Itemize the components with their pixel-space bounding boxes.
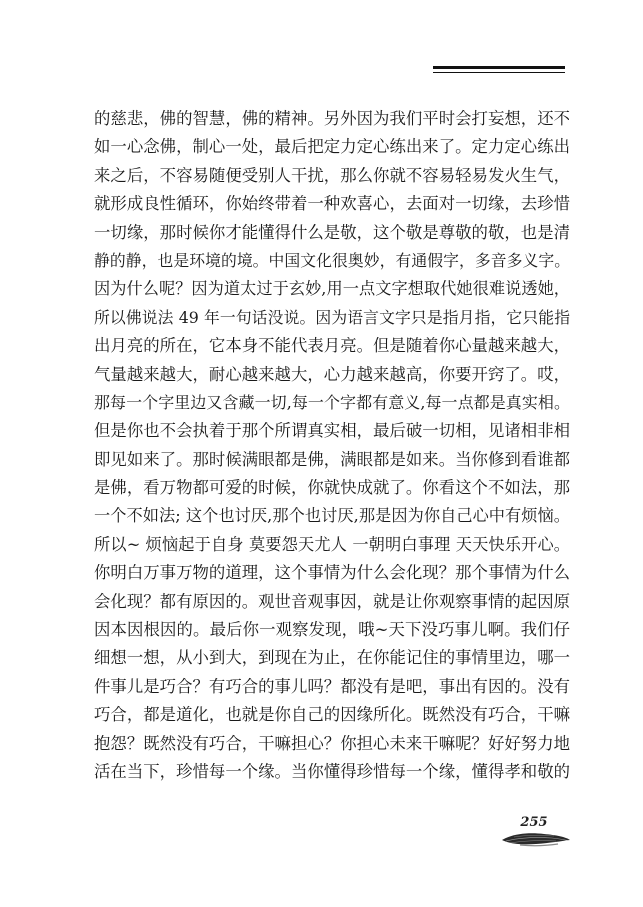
text-line: 活在当下，珍惜每一个缘。当你懂得珍惜每一个缘，懂得孝和敬的: [94, 761, 570, 781]
text-line: 所以佛说法 49 年一句话没说。因为语言文字只是指月指，它只能指: [94, 307, 570, 327]
header-rule-thick: [433, 66, 565, 69]
text-line: 抱怨？既然没有巧合，干嘛担心？你担心未来干嘛呢？好好努力地: [94, 733, 570, 753]
text-line: 来之后，不容易随便受别人干扰，那么你就不容易轻易发火生气，: [94, 165, 570, 185]
text-line: 但是你也不会执着于那个所谓真实相，最后破一切相，见诸相非相: [94, 421, 570, 441]
text-line: 所以~ 烦恼起于自身 莫要怨天尤人 一朝明白事理 天天快乐开心。: [94, 534, 570, 554]
text-line: 因本因根因的。最后你一观察发现，哦~天下没巧事儿啊。我们仔: [94, 620, 570, 640]
text-line: 件事儿是巧合？有巧合的事儿吗？都没有是吧，事出有因的。没有: [94, 676, 570, 696]
text-line: 你明白万事万物的道理，这个事情为什么会化现？那个事情为什么: [94, 563, 570, 583]
text-line: 如一心念佛，制心一处，最后把定力定心练出来了。定力定心练出: [94, 137, 570, 157]
page-number: 255: [520, 815, 548, 830]
text-line: 的慈悲，佛的智慧，佛的精神。另外因为我们平时会打妄想，还不: [94, 109, 570, 128]
text-line: 会化现？都有原因的。观世音观事因，就是让你观察事情的起因原: [94, 591, 570, 611]
text-line: 静的静，也是环境的境。中国文化很奥妙，有通假字，多音多义字。: [94, 250, 570, 270]
body-text: [94, 105, 570, 786]
text-line: 气量越来越大，耐心越来越大，心力越来越高，你要开窍了。哎，: [94, 364, 570, 384]
text-line: 巧合，都是道化，也就是你自己的因缘所化。既然没有巧合，干嘛: [94, 705, 570, 725]
ink-brush-stroke-icon: [500, 828, 572, 852]
text-line: 因为什么呢？因为道太过于玄妙,用一点文字想取代她很难说透她，: [94, 279, 570, 299]
text-line: 细想一想，从小到大，到现在为止，在你能记住的事情里边，哪一: [94, 648, 570, 668]
header-rule-thin: [433, 72, 565, 73]
text-line: 出月亮的所在，它本身不能代表月亮。但是随着你心量越来越大，: [94, 336, 570, 356]
text-line: 那每一个字里边又含藏一切,每一个字都有意义,每一点都是真实相。: [94, 392, 570, 412]
text-line: 一切缘，那时候你才能懂得什么是敬，这个敬是尊敬的敬，也是清: [94, 222, 570, 242]
text-line: 就形成良性循环，你始终带着一种欢喜心，去面对一切缘，去珍惜: [94, 194, 570, 214]
text-line: 一个不如法; 这个也讨厌,那个也讨厌,那是因为你自己心中有烦恼。: [94, 506, 570, 526]
text-line: 是佛，看万物都可爱的时候，你就快成就了。你看这个不如法，那: [94, 478, 570, 498]
text-line: 即见如来了。那时候满眼都是佛，满眼都是如来。当你修到看谁都: [94, 449, 570, 469]
